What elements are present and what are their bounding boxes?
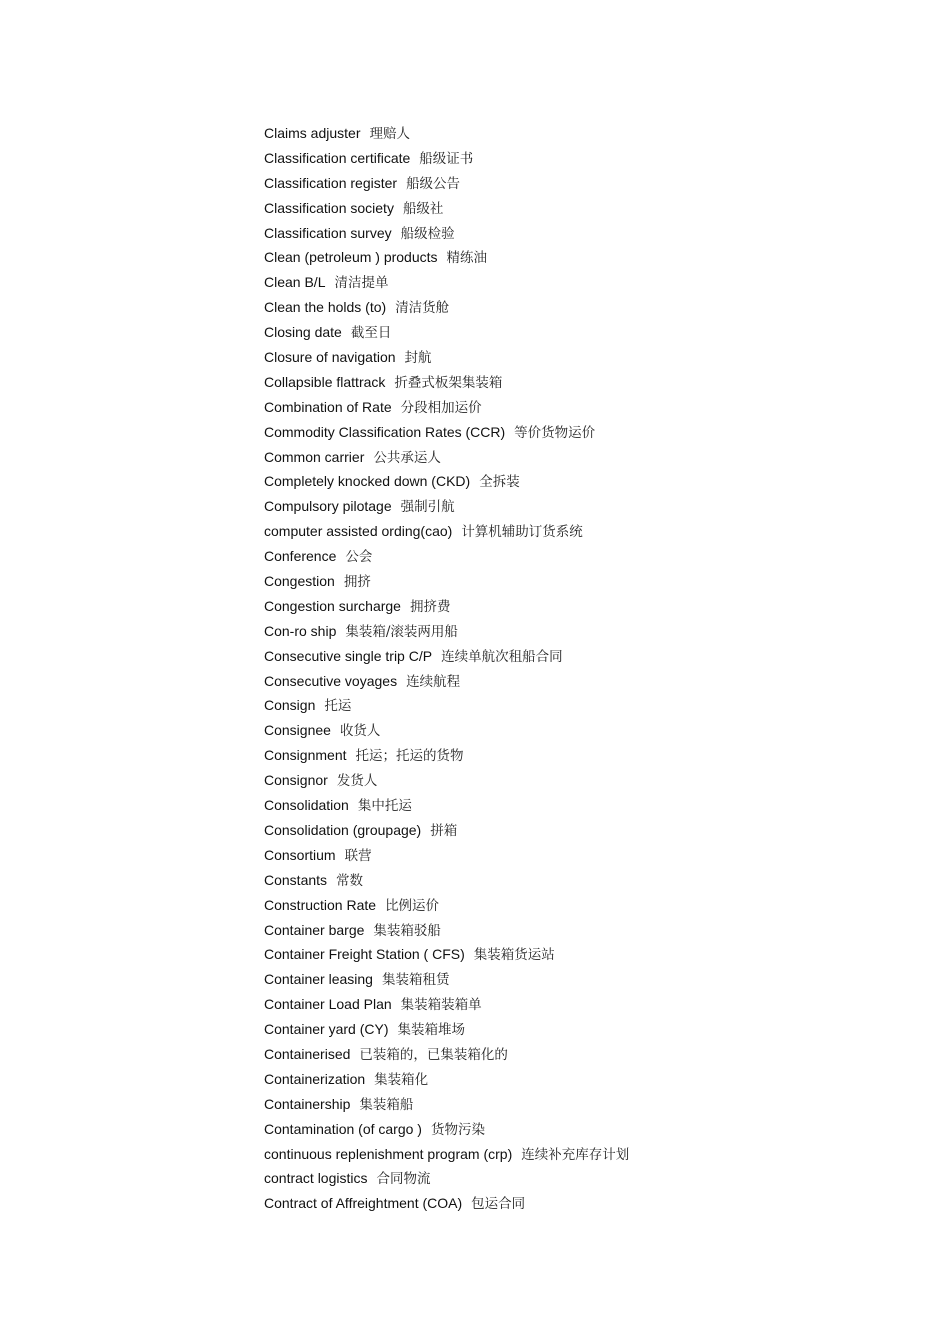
entry-term: Consecutive single trip C/P <box>264 647 433 664</box>
entry-term: Classification survey <box>264 224 392 241</box>
entry-term: Claims adjuster <box>264 125 361 141</box>
entry-term: Constants <box>264 871 328 888</box>
glossary-entry <box>264 1092 629 1117</box>
glossary-list <box>264 121 629 1216</box>
glossary-entry <box>264 1117 629 1142</box>
entry-translation: 强制引航 <box>400 499 455 516</box>
entry-translation: 集装箱装箱单 <box>400 997 482 1014</box>
entry-translation: 截至日 <box>350 325 392 342</box>
entry-term: Containership <box>264 1095 351 1112</box>
entry-term: Con-ro ship <box>264 622 337 639</box>
glossary-entry <box>264 146 629 171</box>
entry-translation: 集装箱驳船 <box>373 922 441 939</box>
entry-term: Classification society <box>264 199 394 216</box>
entry-term: Common carrier <box>264 448 365 465</box>
glossary-entry <box>264 1191 629 1216</box>
entry-translation: 折叠式板架集装箱 <box>394 374 503 391</box>
glossary-entry <box>264 445 629 470</box>
glossary-entry <box>264 992 629 1017</box>
entry-term: contract logistics <box>264 1170 368 1187</box>
glossary-entry <box>264 644 629 669</box>
glossary-entry <box>264 718 629 743</box>
glossary-entry <box>264 196 629 221</box>
glossary-entry <box>264 544 629 569</box>
entry-translation: 包运合同 <box>471 1196 526 1213</box>
glossary-entry <box>264 818 629 843</box>
entry-term: Congestion surcharge <box>264 597 401 614</box>
entry-term: Contamination (of cargo ) <box>264 1120 422 1137</box>
glossary-entry <box>264 594 629 619</box>
glossary-entry <box>264 519 629 544</box>
glossary-entry <box>264 270 629 295</box>
entry-translation: 集装箱堆场 <box>397 1022 465 1039</box>
entry-translation: 公会 <box>345 549 373 566</box>
entry-translation: 收货人 <box>339 723 381 740</box>
glossary-entry <box>264 171 629 196</box>
glossary-entry <box>264 1166 629 1191</box>
glossary-entry <box>264 395 629 420</box>
entry-term: Consortium <box>264 846 336 863</box>
glossary-entry <box>264 494 629 519</box>
entry-translation: 封航 <box>404 350 432 367</box>
entry-term: Conference <box>264 548 337 565</box>
entry-translation: 集装箱船 <box>359 1096 414 1113</box>
entry-translation: 发货人 <box>336 773 378 790</box>
entry-translation: 公共承运人 <box>373 449 441 466</box>
entry-term: Containerised <box>264 1045 351 1062</box>
entry-translation: 拥挤费 <box>409 598 451 615</box>
entry-translation: 连续航程 <box>406 673 461 690</box>
entry-term: Consignor <box>264 772 328 789</box>
entry-translation: 常数 <box>336 872 364 889</box>
glossary-entry <box>264 793 629 818</box>
entry-translation: 比例运价 <box>385 897 440 914</box>
glossary-entry <box>264 245 629 270</box>
entry-term: Contract of Affreightment (COA) <box>264 1195 463 1212</box>
entry-term: Clean B/L <box>264 274 326 291</box>
entry-translation: 船级社 <box>402 200 444 217</box>
glossary-entry <box>264 843 629 868</box>
entry-term: Container barge <box>264 921 365 938</box>
entry-translation: 联营 <box>344 847 372 864</box>
entry-term: Consecutive voyages <box>264 672 398 689</box>
glossary-entry <box>264 370 629 395</box>
glossary-entry <box>264 942 629 967</box>
entry-translation: 理赔人 <box>369 126 410 142</box>
entry-translation: 集装箱货运站 <box>473 947 555 964</box>
entry-translation: 清洁货舱 <box>395 300 450 317</box>
entry-term: Containerization <box>264 1070 366 1087</box>
entry-term: Completely knocked down (CKD) <box>264 473 471 490</box>
glossary-entry <box>264 893 629 918</box>
glossary-entry <box>264 345 629 370</box>
entry-translation: 拥挤 <box>343 574 371 591</box>
glossary-entry <box>264 221 629 246</box>
entry-translation: 清洁提单 <box>334 275 389 292</box>
entry-term: Consign <box>264 697 316 714</box>
glossary-entry <box>264 295 629 320</box>
entry-term: Clean the holds (to) <box>264 299 387 316</box>
entry-term: Consignee <box>264 722 331 739</box>
glossary-entry <box>264 420 629 445</box>
entry-term: Consolidation (groupage) <box>264 821 422 838</box>
entry-term: Clean (petroleum ) products <box>264 249 438 266</box>
glossary-entry <box>264 1067 629 1092</box>
glossary-entry <box>264 1142 629 1167</box>
entry-term: Closing date <box>264 324 342 341</box>
entry-term: Classification register <box>264 174 398 191</box>
entry-term: Closure of navigation <box>264 349 396 366</box>
entry-term: Combination of Rate <box>264 398 392 415</box>
entry-term: Construction Rate <box>264 896 377 913</box>
entry-translation: 集中托运 <box>357 798 412 815</box>
entry-translation: 托运；托运的货物 <box>355 748 464 765</box>
glossary-entry <box>264 619 629 644</box>
entry-translation: 连续补充库存计划 <box>521 1146 630 1163</box>
entry-term: Classification certificate <box>264 149 411 166</box>
entry-translation: 全拆装 <box>479 474 520 491</box>
entry-term: Congestion <box>264 573 335 590</box>
entry-term: Collapsible flattrack <box>264 373 386 390</box>
glossary-entry <box>264 1017 629 1042</box>
entry-translation: 分段相加运价 <box>400 399 482 416</box>
entry-translation: 船级公告 <box>406 175 461 192</box>
glossary-entry <box>264 669 629 694</box>
glossary-entry <box>264 121 629 146</box>
entry-translation: 集装箱租赁 <box>381 972 450 989</box>
entry-term: Container Load Plan <box>264 996 392 1013</box>
entry-term: Container yard (CY) <box>264 1021 389 1038</box>
entry-translation: 连续单航次租船合同 <box>441 648 563 665</box>
entry-term: Consignment <box>264 747 347 764</box>
entry-term: computer assisted ording(cao) <box>264 523 453 540</box>
entry-term: Container leasing <box>264 971 373 988</box>
glossary-entry <box>264 693 629 718</box>
entry-translation: 合同物流 <box>376 1171 431 1188</box>
entry-term: continuous replenishment program (crp) <box>264 1145 513 1162</box>
glossary-entry <box>264 320 629 345</box>
glossary-entry <box>264 918 629 943</box>
entry-translation: 拼箱 <box>430 822 458 839</box>
entry-translation: 集装箱/滚装两用船 <box>345 623 458 640</box>
glossary-entry <box>264 743 629 768</box>
glossary-entry <box>264 967 629 992</box>
entry-translation: 船级检验 <box>400 225 455 242</box>
entry-term: Compulsory pilotage <box>264 498 392 515</box>
glossary-entry <box>264 569 629 594</box>
entry-term: Container Freight Station ( CFS) <box>264 946 465 963</box>
entry-translation: 计算机辅助订货系统 <box>461 524 583 541</box>
entry-translation: 船级证书 <box>419 150 474 167</box>
entry-term: Commodity Classification Rates (CCR) <box>264 423 506 440</box>
glossary-entry <box>264 868 629 893</box>
glossary-entry <box>264 469 629 494</box>
entry-translation: 已装箱的，已集装箱化的 <box>359 1046 508 1063</box>
entry-translation: 货物污染 <box>430 1121 485 1138</box>
entry-translation: 精练油 <box>446 250 488 267</box>
entry-translation: 集装箱化 <box>374 1071 429 1088</box>
glossary-entry <box>264 768 629 793</box>
entry-translation: 托运 <box>324 698 352 715</box>
entry-translation: 等价货物运价 <box>514 424 596 441</box>
glossary-entry <box>264 1042 629 1067</box>
entry-term: Consolidation <box>264 797 349 814</box>
